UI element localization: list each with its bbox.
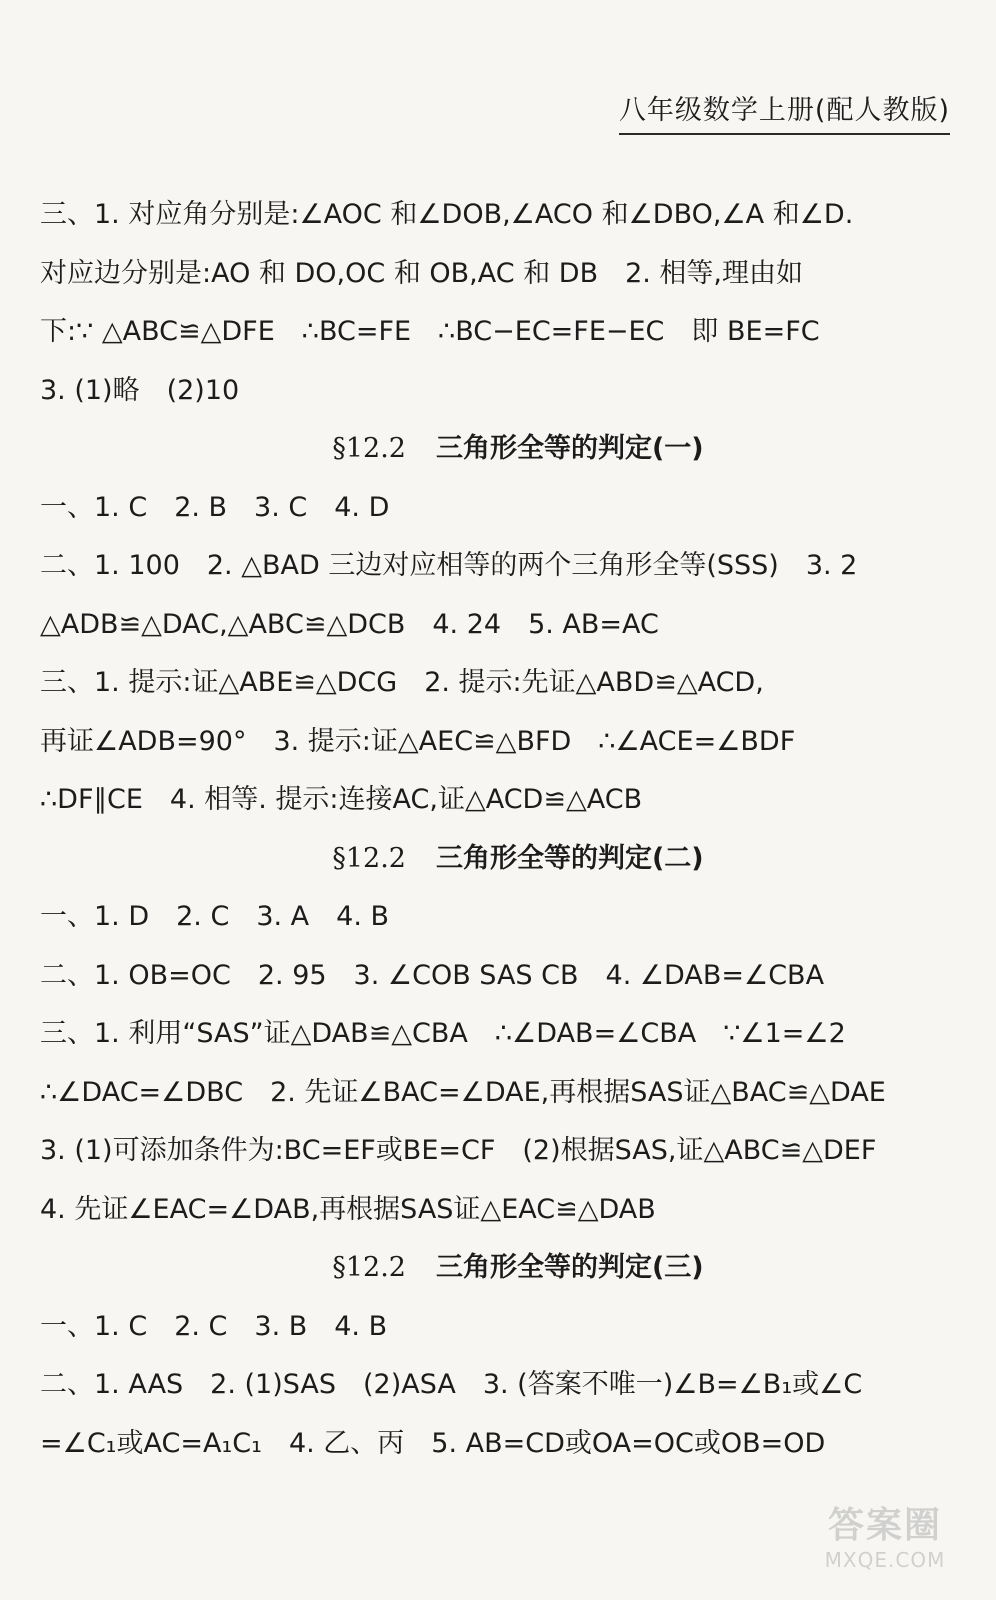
answer-line: ∴DF∥CE 4. 相等. 提示:连接AC,证△ACD≌△ACB: [40, 784, 643, 815]
answer-line: 三、1. 对应角分别是:∠AOC 和∠DOB,∠ACO 和∠DBO,∠A 和∠D.: [40, 199, 854, 230]
answer-line: 3. (1)可添加条件为:BC=EF或BE=CF (2)根据SAS,证△ABC≌△DEF: [40, 1135, 877, 1166]
watermark-logo: 答案圈: [827, 1505, 942, 1546]
answer-line: 4. 先证∠EAC=∠DAB,再根据SAS证△EAC≌△DAB: [40, 1193, 656, 1225]
answer-line: 一、1. C 2. B 3. C 4. D: [40, 491, 390, 523]
answer-content: [40, 186, 956, 1473]
section-title: [40, 830, 956, 889]
section-title-text: 三角形全等的判定(二): [435, 842, 704, 874]
answer-line: 一、1. D 2. C 3. A 4. B: [40, 901, 390, 932]
section-number: §12.2: [332, 1252, 406, 1283]
answer-line: 二、1. AAS 2. (1)SAS (2)ASA 3. (答案不唯一)∠B=∠B₁或∠C: [40, 1369, 863, 1400]
section-title-text: 三角形全等的判定(一): [435, 433, 704, 464]
answer-line: △ADB≌△DAC,△ABC≌△DCB 4. 24 5. AB=AC: [40, 608, 659, 640]
section-number: §12.2: [332, 433, 406, 464]
answer-line: 二、1. OB=OC 2. 95 3. ∠COB SAS CB 4. ∠DAB=∠CBA: [40, 959, 825, 991]
answer-line: 3. (1)略 (2)10: [40, 374, 240, 406]
section-title: [40, 420, 956, 479]
answer-line: 再证∠ADB=90° 3. 提示:证△AEC≌△BFD ∴∠ACE=∠BDF: [40, 725, 796, 757]
answer-line: 一、1. C 2. C 3. B 4. B: [40, 1310, 388, 1342]
section-title-text: 三角形全等的判定(三): [435, 1252, 704, 1283]
answer-line: 下:∵ △ABC≌△DFE ∴BC=FE ∴BC−EC=FE−EC 即 BE=FC: [40, 316, 820, 347]
answer-line: 对应边分别是:AO 和 DO,OC 和 OB,AC 和 DB 2. 相等,理由如: [40, 257, 804, 289]
section-number: §12.2: [332, 842, 406, 874]
answer-line: 三、1. 提示:证△ABE≌△DCG 2. 提示:先证△ABD≌△ACD,: [40, 667, 764, 698]
answer-line: 三、1. 利用“SAS”证△DAB≌△CBA ∴∠DAB=∠CBA ∵∠1=∠2: [40, 1018, 846, 1049]
answer-line: =∠C₁或AC=A₁C₁ 4. 乙、丙 5. AB=CD或OA=OC或OB=OD: [40, 1427, 826, 1459]
section-title: [40, 1239, 956, 1298]
answer-line: 二、1. 100 2. △BAD 三边对应相等的两个三角形全等(SSS) 3. 2: [40, 550, 858, 581]
watermark-url: MXQE.COM: [824, 1548, 946, 1572]
page-header: 八年级数学上册(配人教版): [619, 88, 950, 135]
watermark: [800, 1504, 970, 1584]
answer-line: ∴∠DAC=∠DBC 2. 先证∠BAC=∠DAE,再根据SAS证△BAC≌△DAE: [40, 1076, 886, 1108]
